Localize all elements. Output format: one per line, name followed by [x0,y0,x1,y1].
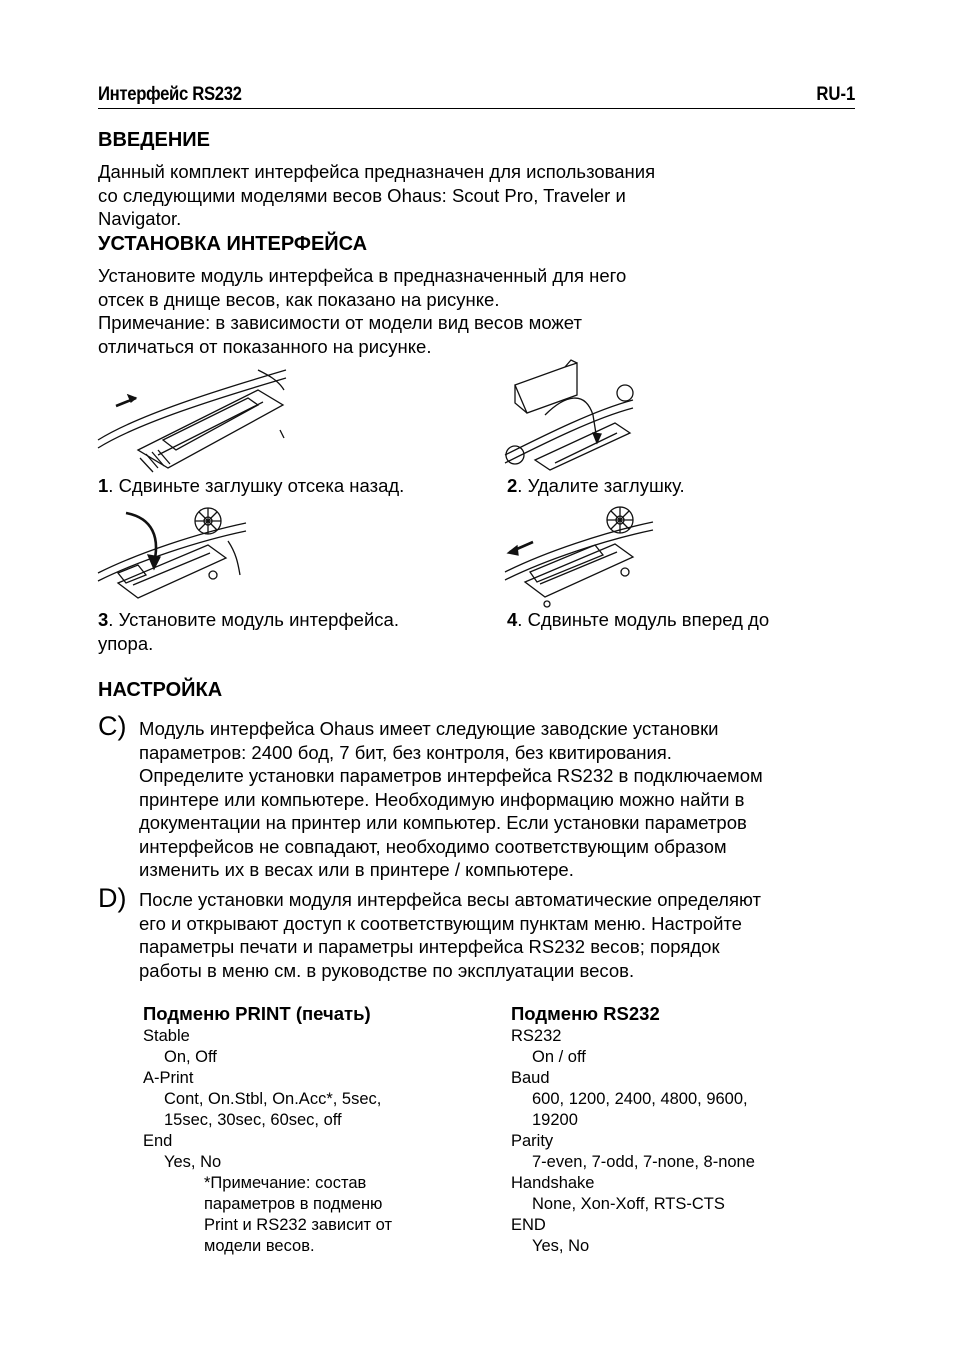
print-submenu-heading: Подменю PRINT (печать) [143,1003,371,1024]
item-d-text [139,888,844,982]
step-number: 2 [507,475,518,496]
menu-row: Stable [143,1027,190,1045]
remove-cover-illustration [505,355,633,475]
menu-note-line: параметров в подменю [204,1195,383,1213]
page-header [98,84,855,109]
print-submenu [143,1003,392,1257]
step-1-caption [98,474,404,498]
para-line: работы в меню см. в руководстве по эксплуатации весов. [139,959,635,981]
install-line: Установите модуль интерфейса в предназначенный для него [98,265,627,286]
insert-module-illustration [98,503,246,613]
para-line: После установки модуля интерфейса весы автоматические определяют [139,889,761,910]
step-2-caption [507,474,685,498]
intro-line: Navigator. [98,208,182,229]
menu-row: Yes, No [532,1237,590,1255]
rs232-submenu-heading: Подменю RS232 [511,1003,660,1024]
menu-row: 15sec, 30sec, 60sec, off [164,1111,342,1129]
menu-row: 600, 1200, 2400, 4800, 9600, [532,1090,748,1108]
step-4-caption [507,608,769,632]
slide-cover-back-illustration [98,360,288,472]
item-c-text [139,717,844,882]
step-3-caption [98,608,399,632]
step-text: . Сдвиньте модуль вперед до [517,609,770,630]
menu-row: RS232 [511,1027,562,1045]
menu-row: None, Xon-Xoff, RTS-CTS [532,1195,725,1213]
menu-row: Handshake [511,1174,595,1192]
menu-row: 19200 [532,1111,578,1129]
para-line: параметры печати и параметры интерфейса RS232 весов; порядок [139,936,720,957]
install-line: отсек в днище весов, как показано на рисунке. [98,288,500,310]
setup-heading: НАСТРОЙКА [98,679,223,701]
menu-row: A-Print [143,1069,194,1087]
step-4-caption-continued: упора. [98,633,154,654]
page-number: RU-1 [815,84,855,105]
menu-row: END [511,1216,546,1234]
para-line: интерфейсов не совпадают, необходимо соответствующим образом [139,835,727,857]
install-line: Примечание: в зависимости от модели вид весов может [98,312,582,333]
header-title: Интерфейс RS232 [98,84,242,105]
menu-note-line: модели весов. [204,1237,315,1255]
item-c-marker: C) [98,711,127,741]
menu-row: End [143,1132,173,1150]
intro-line: Данный комплект интерфейса предназначен для использования [98,161,656,182]
intro-line: со следующими моделями весов Ohaus: Scout Pro, Traveler и [98,184,626,206]
para-line: параметров: 2400 бод, 7 бит, без контроля, без квитирования. [139,741,672,763]
item-d-marker: D) [98,883,127,913]
menu-row: 7-even, 7-odd, 7-none, 8-none [532,1153,755,1171]
step-text: . Удалите заглушку. [517,475,685,496]
para-line: документации на принтер или компьютер. Если установки параметров [139,812,747,833]
menu-note-line: *Примечание: состав [204,1174,367,1192]
install-heading: УСТАНОВКА ИНТЕРФЕЙСА [98,233,368,255]
step-text: . Установите модуль интерфейса. [108,609,399,630]
install-line: отличаться от показанного на рисунке. [98,335,432,357]
para-line: принтере или компьютере. Необходимую информацию можно найти в [139,788,745,810]
step-number: 3 [98,609,109,630]
menu-row: Parity [511,1132,554,1150]
slide-module-forward-illustration [505,500,653,612]
menu-row: Yes, No [164,1153,222,1171]
menu-row: Cont, On.Stbl, On.Acc*, 5sec, [164,1090,382,1108]
step-text: . Сдвиньте заглушку отсека назад. [108,475,405,496]
install-text [98,264,626,358]
menu-row: On, Off [164,1048,217,1066]
para-line: изменить их в весах или в принтере / компьютере. [139,859,574,880]
menu-row: On / off [532,1048,586,1066]
step-number: 4 [507,609,518,630]
rs232-submenu [511,1003,755,1257]
menu-note-line: Print и RS232 зависит от [204,1216,393,1234]
intro-text [98,160,655,231]
menu-row: Baud [511,1069,550,1087]
intro-heading: ВВЕДЕНИЕ [98,129,210,151]
para-line: Модуль интерфейса Ohaus имеет следующие заводские установки [139,718,719,739]
para-line: Определите установки параметров интерфейса RS232 в подключаемом [139,765,763,786]
para-line: его и открывают доступ к соответствующим пунктам меню. Настройте [139,912,742,934]
step-number: 1 [98,475,109,496]
